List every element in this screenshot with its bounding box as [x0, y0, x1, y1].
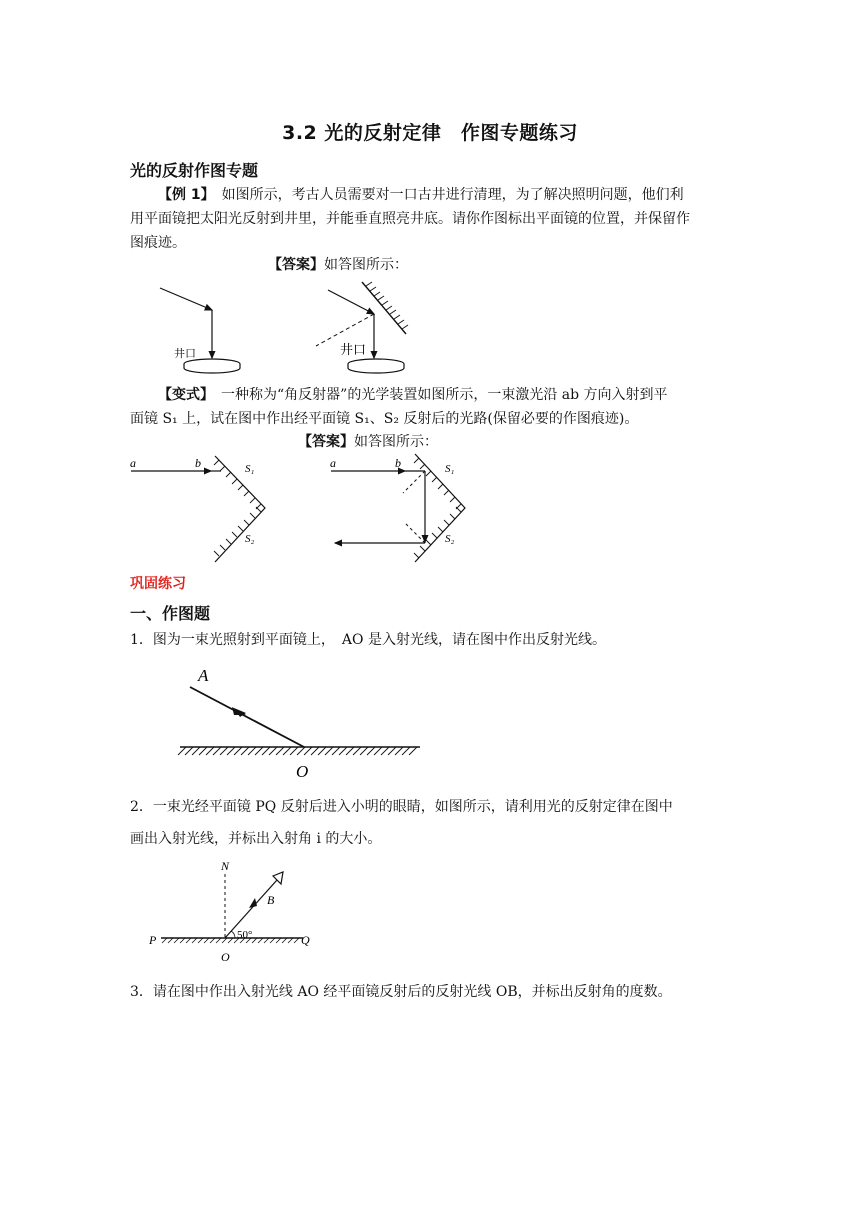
example1-text — [130, 183, 740, 255]
corner-reflector-answer — [330, 454, 465, 562]
label-a-left: a — [130, 456, 136, 470]
q2-label-p: P — [149, 933, 157, 947]
example1-line3: 图痕迹。 — [130, 235, 186, 251]
q1-label-a: A — [198, 666, 209, 685]
variant-line2: 面镜 S₁ 上，试在图中作出经平面镜 S₁、S₂ 反射后的光路(保留必要的作图痕迹)。 — [130, 411, 639, 427]
practice-heading: 巩固练习 — [130, 576, 186, 592]
example1-figures — [150, 278, 420, 378]
variant-answer-tag: 【答案】 — [298, 434, 354, 450]
well-label-right: 井口 — [340, 342, 367, 357]
label-s1-left: S₁ — [245, 463, 255, 475]
label-s2-right: S₂ — [445, 533, 455, 545]
example1-answer-tag: 【答案】 — [268, 257, 324, 273]
q2-text — [130, 795, 740, 851]
well-figure-question — [160, 288, 240, 373]
q2-label-n: N — [221, 859, 230, 873]
q1-text: 1．图为一束光照射到平面镜上， AO 是入射光线，请在图中作出反射光线。 — [130, 632, 606, 648]
q2-line1: 2．一束光经平面镜 PQ 反射后进入小明的眼睛，如图所示，请利用光的反射定律在图中 — [130, 799, 673, 815]
example1-answer — [268, 253, 408, 277]
q2-angle-label: 50° — [237, 929, 253, 941]
example1-answer-text: 如答图所示： — [324, 257, 408, 273]
example1-line1: 如图所示，考古人员需要对一口古井进行清理，为了解决照明问题，他们利 — [207, 187, 684, 203]
q1-figure — [170, 665, 430, 783]
q3-text: 3．请在图中作出入射光线 AO 经平面镜反射后的反射光线 OB，并标出反射角的度数。 — [130, 984, 672, 1000]
variant-tag: 【变式】 — [158, 387, 207, 403]
well-label-left: 井口 — [174, 348, 196, 360]
variant-figures — [125, 450, 485, 568]
example1-line2: 用平面镜把太阳光反射到井里，并能垂直照亮井底。请你作图标出平面镜的位置，并保留作 — [130, 211, 690, 227]
draw-section-heading: 一、作图题 — [130, 604, 211, 623]
label-s2-left: S₂ — [245, 533, 255, 545]
label-b-right: b — [395, 456, 401, 470]
q2-figure — [145, 858, 325, 968]
q1-label-o: O — [296, 762, 309, 781]
section-heading: 光的反射作图专题 — [130, 161, 259, 180]
page-title: 3.2 光的反射定律 作图专题练习 — [282, 122, 578, 144]
example1-tag: 【例 1】 — [158, 187, 208, 203]
corner-reflector-question — [130, 456, 265, 562]
label-a-right: a — [330, 456, 336, 470]
variant-text — [130, 383, 740, 431]
variant-line1: 一种称为“角反射器”的光学装置如图所示，一束激光沿 ab 方向入射到平 — [207, 387, 668, 403]
q2-line2: 画出入射光线，并标出入射角 i 的大小。 — [130, 831, 382, 847]
q2-label-b: B — [267, 893, 275, 907]
q2-label-o: O — [221, 950, 230, 964]
label-b-left: b — [195, 456, 201, 470]
well-figure-answer — [316, 282, 408, 373]
q2-label-q: Q — [301, 933, 310, 947]
variant-answer-text: 如答图所示： — [354, 434, 438, 450]
label-s1-right: S₁ — [445, 463, 455, 475]
